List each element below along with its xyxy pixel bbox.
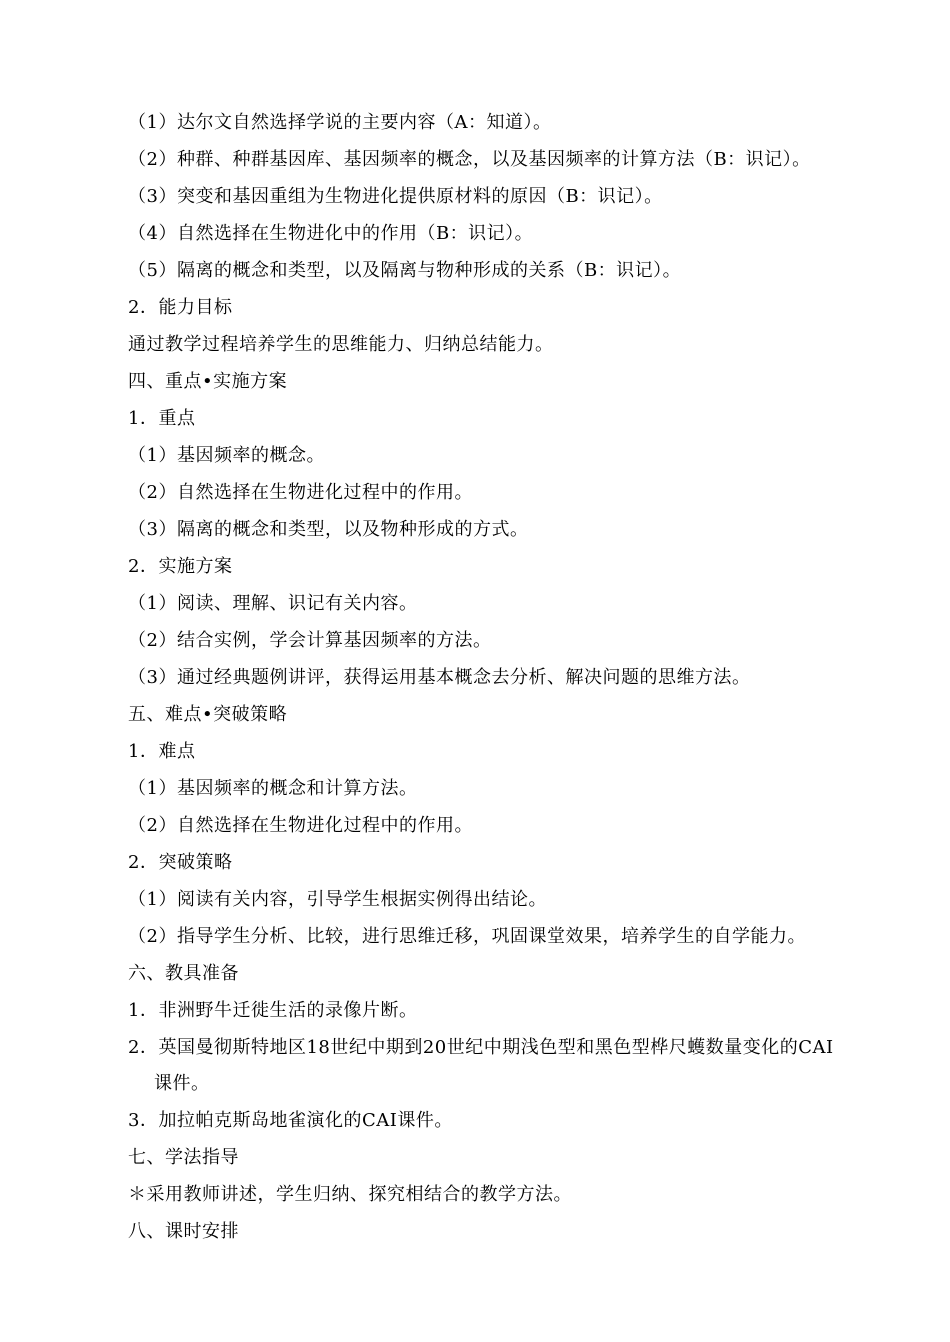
text-line: 1．非洲野牛迁徙生活的录像片断。 [128, 1000, 418, 1021]
text-line: （2）自然选择在生物进化过程中的作用。 [128, 482, 473, 503]
text-line: （3）隔离的概念和类型，以及物种形成的方式。 [128, 519, 529, 540]
section-heading: 1．重点 [128, 408, 196, 429]
section-heading: 五、难点•突破策略 [128, 704, 288, 725]
section-heading: 八、课时安排 [128, 1221, 239, 1242]
section-heading: 四、重点•实施方案 [128, 371, 288, 392]
text-line-continuation: 课件。 [154, 1073, 210, 1094]
section-heading: 2．突破策略 [128, 852, 233, 873]
text-line: （2）种群、种群基因库、基因频率的概念，以及基因频率的计算方法（B：识记）。 [128, 149, 811, 170]
section-heading: 七、学法指导 [128, 1147, 239, 1168]
section-heading: 2．能力目标 [128, 297, 233, 318]
text-line: （2）指导学生分析、比较，进行思维迁移，巩固课堂效果，培养学生的自学能力。 [128, 926, 806, 947]
section-heading: 六、教具准备 [128, 963, 239, 984]
text-line: （3）突变和基因重组为生物进化提供原材料的原因（B：识记）。 [128, 186, 663, 207]
text-line: （4）自然选择在生物进化中的作用（B：识记）。 [128, 223, 534, 244]
text-line: （2）结合实例，学会计算基因频率的方法。 [128, 630, 492, 651]
text-line: 2．英国曼彻斯特地区18世纪中期到20世纪中期浅色型和黑色型桦尺蠖数量变化的CAI [128, 1037, 834, 1058]
text-line: （5）隔离的概念和类型，以及隔离与物种形成的关系（B：识记）。 [128, 260, 682, 281]
text-line: 3．加拉帕克斯岛地雀演化的CAI课件。 [128, 1110, 453, 1131]
text-line: （2）自然选择在生物进化过程中的作用。 [128, 815, 473, 836]
text-line: （3）通过经典题例讲评，获得运用基本概念去分析、解决问题的思维方法。 [128, 667, 751, 688]
text-line: （1）基因频率的概念。 [128, 445, 325, 466]
text-line: （1）基因频率的概念和计算方法。 [128, 778, 418, 799]
text-line: （1）阅读、理解、识记有关内容。 [128, 593, 418, 614]
text-line: （1）阅读有关内容，引导学生根据实例得出结论。 [128, 889, 547, 910]
text-line: ＊采用教师讲述，学生归纳、探究相结合的教学方法。 [128, 1184, 572, 1205]
text-line: 通过教学过程培养学生的思维能力、归纳总结能力。 [128, 334, 554, 355]
section-heading: 2．实施方案 [128, 556, 233, 577]
text-line: （1）达尔文自然选择学说的主要内容（A：知道）。 [128, 112, 552, 133]
section-heading: 1．难点 [128, 741, 196, 762]
